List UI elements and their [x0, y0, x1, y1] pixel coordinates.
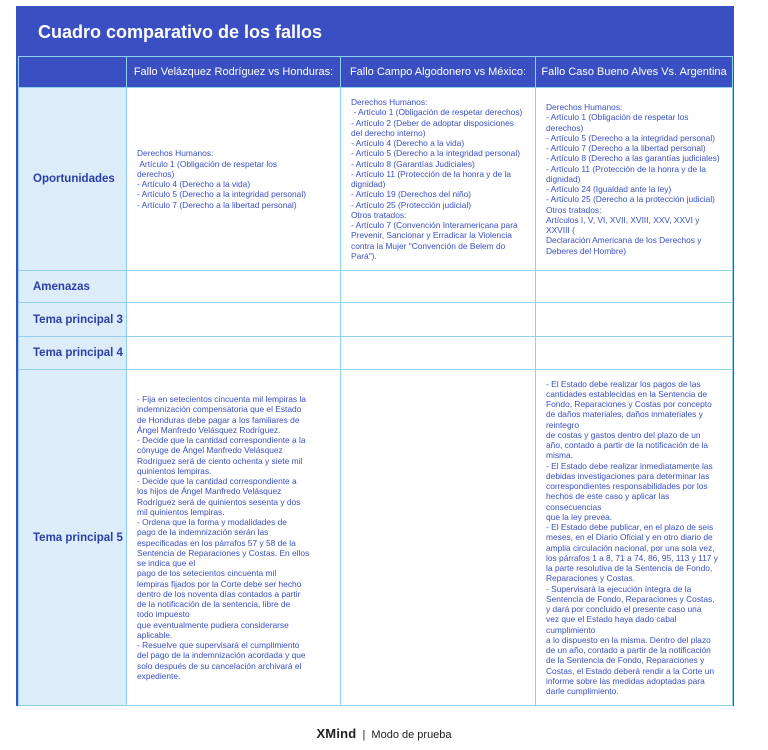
cell-tema4-campo-algodonero[interactable]: [341, 337, 536, 370]
table-row: [19, 271, 733, 303]
cell-tema5-bueno-alves[interactable]: [536, 370, 733, 706]
cell-text: - Fija en setecientos cincuenta mil lempiras la indemnización compensatoria que el Estado de Honduras debe pagar a los familiares de Ángel Manfredo Velásquez Rodríguez. - Decide que la cantidad correspondiente a la cónyuge de Ángel Manfredo Velásquez Rodríguez será de ciento ochenta y siete mil quinientos lempiras. - Decide que la cantidad correspondiente a los hijos de Ángel Manfredo Velásquez Rodríguez será de quinientos sesenta y dos mil quinientos lempiras. - Ordena que la forma y modalidades de pago de la indemnización serán las especificadas en los párrafos 57 y 58 de la Sentencia de Reparaciones y Costas. En ellos se indica que el pago de los setecientos cincuenta mil lempiras fijados por la Corte debe ser hecho dentro de los noventa días contados a partir de la notificación de la sentencia, libre de todo impuesto que eventualmente pudiera considerarse aplicable. - Resuelve que supervisará el cumplimiento del pago de la indemnización acordada y que solo después de su cancelación archivará el expediente.: [137, 394, 310, 681]
cell-text: Derechos Humanos: Artículo 1 (Obligación de respetar los derechos) - Artículo 4 (Derecho a la vida) - Artículo 5 (Derecho a la integridad personal) - Artículo 7 (Derecho a la libertad personal): [137, 148, 306, 210]
row-label-tema-principal-5[interactable]: Tema principal 5: [19, 370, 127, 706]
trial-mode-label: Modo de prueba: [371, 729, 452, 741]
table-row: [19, 303, 733, 337]
row-label-tema-principal-3[interactable]: Tema principal 3: [19, 303, 127, 337]
cell-tema5-velazquez[interactable]: [127, 370, 341, 706]
cell-tema4-bueno-alves[interactable]: [536, 337, 733, 370]
column-header-bueno-alves[interactable]: Fallo Caso Bueno Alves Vs. Argentina: [536, 57, 733, 88]
comparison-table: [18, 56, 733, 706]
cell-text: Derechos Humanos: - Artículo 1 (Obligación de respetar derechos) - Artículo 2 (Deber de adoptar disposiciones del derecho interno) - Artículo 4 (Derecho a la vida) - Artículo 5 (Derecho a la integridad personal) - Artículo 8 (Garantías Judiciales) - Artículo 11 (Protección de la honra y de la dignidad) - Artículo 19 (Derechos del niño) - Artículo 25 (Protección judicial) Otros tratados: - Artículo 7 (Convención Interamericana para Prevenir, Sancionar y Erradicar la Violencia contra la Mujer "Convención de Belem do Pará").: [351, 97, 523, 261]
header-row: [19, 57, 733, 88]
cell-tema3-velazquez[interactable]: [127, 303, 341, 337]
cell-oportunidades-campo-algodonero[interactable]: [341, 88, 536, 271]
cell-text: Derechos Humanos: - Artículo 1 (Obligación de respetar los derechos) - Artículo 5 (Derecho a la integridad personal) - Artículo 7 (Derecho a la libertad personal) - Artículo 8 (Derecho a las garantías judiciales) - Artículo 11 (Protección de la honra y de la dignidad) - Artículo 24 (Igualdad ante la ley) - Artículo 25 (Derecho a la protección judicial) Otros tratados: Artículos I, V, VI, XVII, XVIII, XXV, XXVI y XXVIII ( Declaración Americana de los Derechos y Deberes del Hombre): [546, 102, 720, 256]
cell-tema5-campo-algodonero[interactable]: [341, 370, 536, 706]
cell-amenazas-campo-algodonero[interactable]: [341, 271, 536, 303]
cell-tema4-velazquez[interactable]: [127, 337, 341, 370]
cell-tema3-campo-algodonero[interactable]: [341, 303, 536, 337]
cell-oportunidades-bueno-alves[interactable]: [536, 88, 733, 271]
column-header-velazquez[interactable]: Fallo Velázquez Rodríguez vs Honduras:: [127, 57, 341, 88]
row-label-amenazas[interactable]: Amenazas: [19, 271, 127, 303]
cell-amenazas-velazquez[interactable]: [127, 271, 341, 303]
table-row: [19, 370, 733, 706]
cell-amenazas-bueno-alves[interactable]: [536, 271, 733, 303]
board-title: Cuadro comparativo de los fallos: [18, 8, 732, 56]
cell-tema3-bueno-alves[interactable]: [536, 303, 733, 337]
table-row: [19, 337, 733, 370]
xmind-brand: XMind: [316, 726, 357, 741]
cell-text: - El Estado debe realizar los pagos de las cantidades establecidas en la Sentencia de Fondo, Reparaciones y Costas por concepto de daños materiales, daños inmateriales y reintegro de costas y gastos dentro del plazo de un año, contado a partir de la notificación de la misma. - El Estado debe realizar inmediatamente las debidas investigaciones para determinar las correspondientes responsabilidades por los hechos de este caso y aplicar las consecuencias que la ley prevea. - El Estado debe publicar, en el plazo de seis meses, en el Diario Oficial y en otro diario de amplia circulación nacional, por una sola vez, los párrafos 1 a 8, 71 a 74, 86, 95, 113 y 117 y la parte resolutiva de la Sentencia de Fondo, Reparaciones y Costas. - Supervisará la ejecución íntegra de la Sentencia de Fondo, Reparaciones y Costas, y dará por concluido el presente caso una vez que el Estado haya dado cabal cumplimiento a lo dispuesto en la misma. Dentro del plazo de un año, contado a partir de la notificación de la Sentencia de Fondo, Reparaciones y Costas, el Estado deberá rendir a la Corte un informe sobre las medidas adoptadas para darle cumplimiento.: [546, 378, 718, 697]
row-label-tema-principal-4[interactable]: Tema principal 4: [19, 337, 127, 370]
comparison-board: [16, 6, 734, 706]
trial-footer: [0, 726, 768, 741]
cell-oportunidades-velazquez[interactable]: [127, 88, 341, 271]
column-header-campo-algodonero[interactable]: Fallo Campo Algodonero vs México:: [341, 57, 536, 88]
row-label-oportunidades[interactable]: Oportunidades: [19, 88, 127, 271]
header-corner: [19, 57, 127, 88]
footer-separator: |: [362, 729, 366, 741]
table-row: [19, 88, 733, 271]
